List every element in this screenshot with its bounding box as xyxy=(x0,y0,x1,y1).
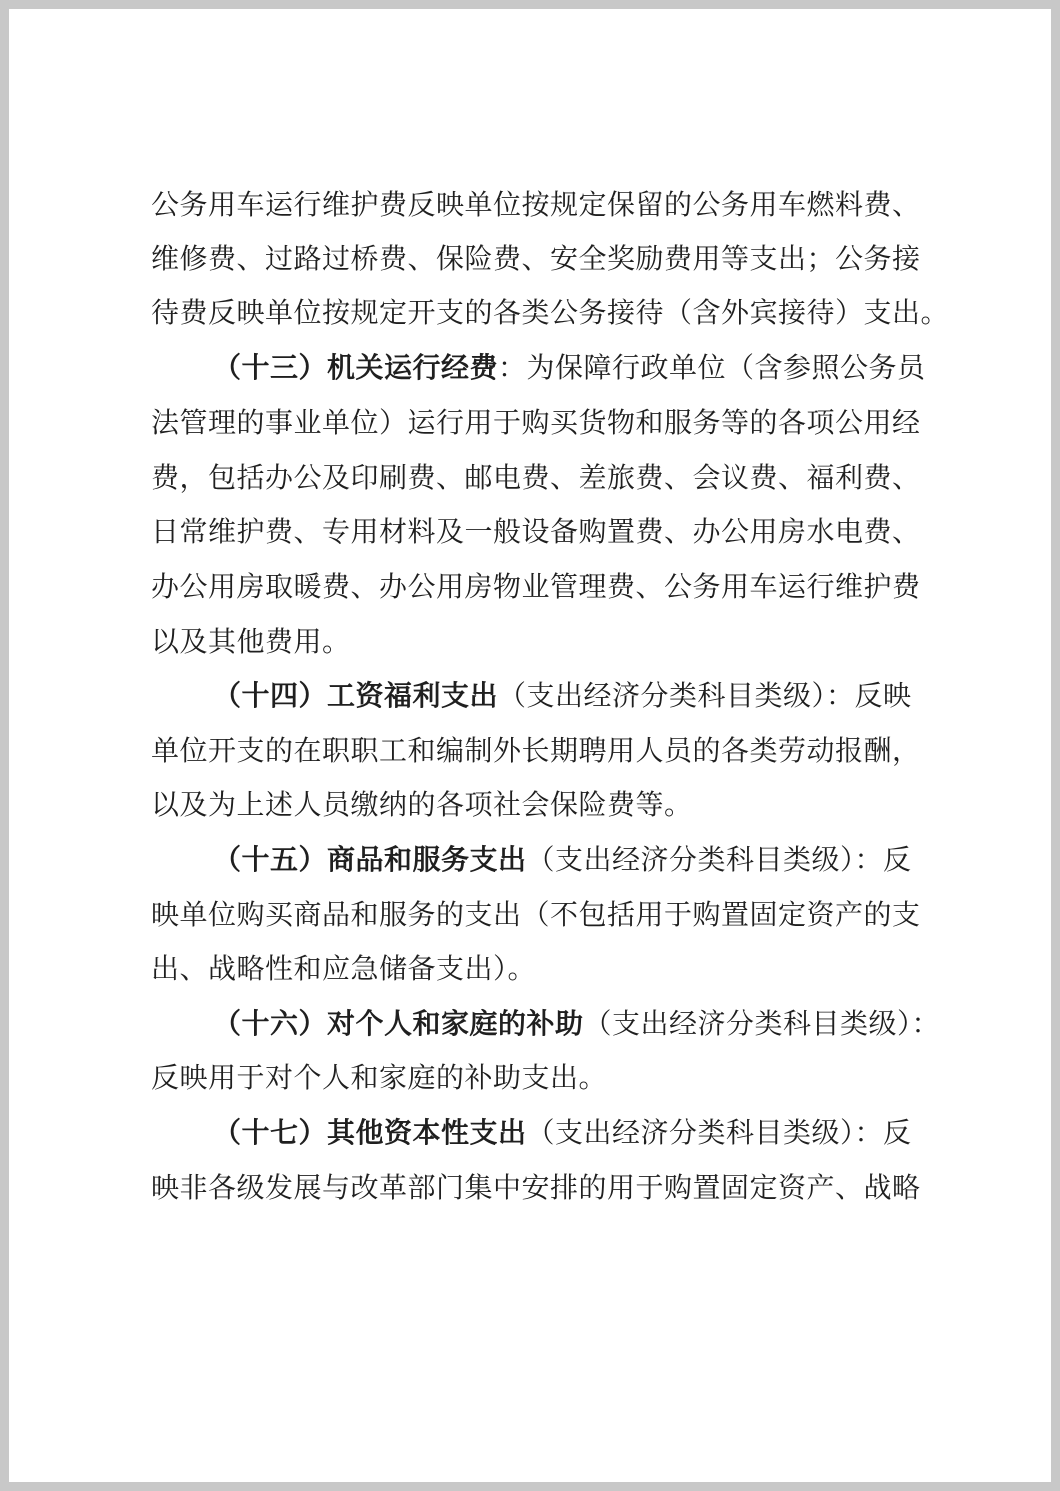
document-page xyxy=(9,9,1051,1482)
line-text: 法管理的事业单位）运行用于购买货物和服务等的各项公用经 xyxy=(151,406,921,439)
line-text: 以及其他费用。 xyxy=(151,625,351,658)
section-heading: （十五）商品和服务支出 xyxy=(213,843,527,876)
text-line xyxy=(151,458,921,498)
text-line xyxy=(151,949,921,989)
section-heading: （十六）对个人和家庭的补助 xyxy=(213,1007,584,1040)
line-text: 公务用车运行维护费反映单位按规定保留的公务用车燃料费、 xyxy=(151,188,921,221)
section-14-first-line xyxy=(213,676,983,716)
line-text: 映非各级发展与改革部门集中安排的用于购置固定资产、战略 xyxy=(151,1171,921,1204)
line-text: （支出经济分类科目类级）：反映 xyxy=(498,679,912,712)
line-text: （支出经济分类科目类级）： xyxy=(583,1007,941,1040)
text-line xyxy=(151,1058,921,1098)
text-line xyxy=(151,293,950,333)
line-text: 出、战略性和应急储备支出）。 xyxy=(151,952,537,985)
line-text: 维修费、过路过桥费、保险费、安全奖励费用等支出；公务接 xyxy=(151,242,921,275)
text-line xyxy=(151,785,921,825)
text-line xyxy=(151,567,921,607)
text-line xyxy=(151,731,921,771)
text-line xyxy=(151,403,921,443)
text-line xyxy=(151,185,921,225)
section-15-first-line xyxy=(213,840,983,880)
section-heading: （十四）工资福利支出 xyxy=(213,679,499,712)
section-13-first-line xyxy=(213,348,983,388)
line-text: 以及为上述人员缴纳的各项社会保险费等。 xyxy=(151,788,693,821)
line-text: 日常维护费、专用材料及一般设备购置费、办公用房水电费、 xyxy=(151,515,921,548)
section-heading: （十七）其他资本性支出 xyxy=(213,1116,527,1149)
section-17-first-line xyxy=(213,1113,983,1153)
text-line xyxy=(151,512,921,552)
text-line xyxy=(151,1168,921,1208)
line-text: 办公用房取暖费、办公用房物业管理费、公务用车运行维护费 xyxy=(151,570,921,603)
text-line xyxy=(151,622,921,662)
line-text: 费，包括办公及印刷费、邮电费、差旅费、会议费、福利费、 xyxy=(151,461,921,494)
section-heading: （十三）机关运行经费 xyxy=(213,351,499,384)
line-text: 待费反映单位按规定开支的各类公务接待（含外宾接待）支出。 xyxy=(151,296,950,329)
line-text: ：为保障行政单位（含参照公务员 xyxy=(498,351,926,384)
section-16-first-line xyxy=(213,1004,983,1044)
text-line xyxy=(151,895,921,935)
line-text: （支出经济分类科目类级）：反 xyxy=(526,1116,912,1149)
line-text: 映单位购买商品和服务的支出（不包括用于购置固定资产的支 xyxy=(151,898,921,931)
line-text: 反映用于对个人和家庭的补助支出。 xyxy=(151,1061,608,1094)
line-text: 单位开支的在职职工和编制外长期聘用人员的各类劳动报酬， xyxy=(151,734,921,767)
line-text: （支出经济分类科目类级）：反 xyxy=(526,843,912,876)
text-line xyxy=(151,239,921,279)
